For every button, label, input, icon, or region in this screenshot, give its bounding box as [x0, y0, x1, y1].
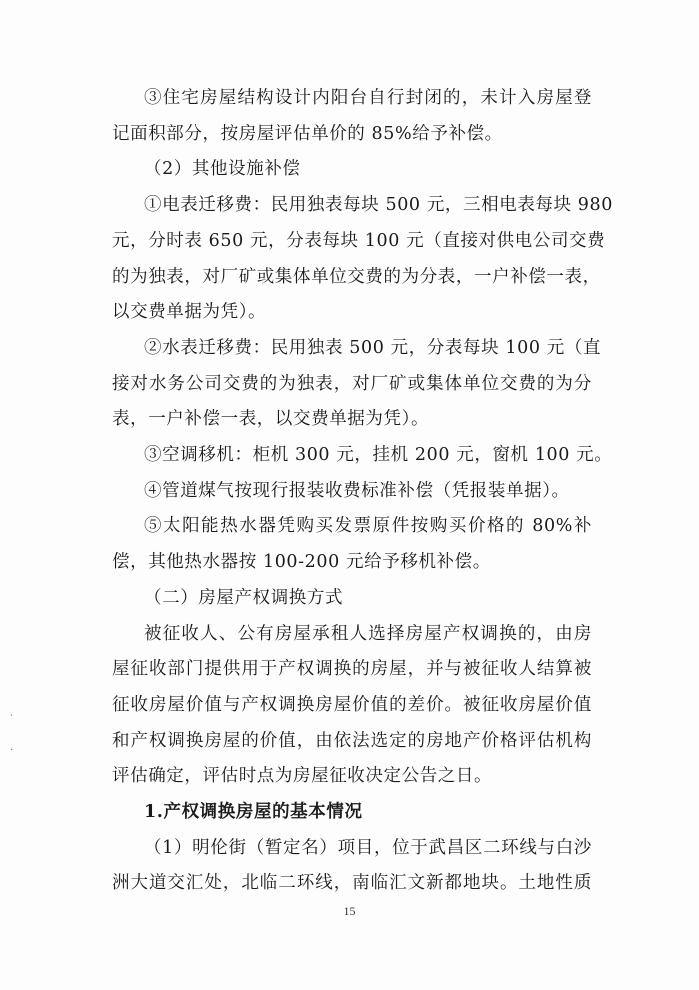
text-line: 屋征收部门提供用于产权调换的房屋，并与被征收人结算被 — [112, 659, 592, 680]
text-line: ①电表迁移费：民用独表每块 500 元，三相电表每块 980 — [144, 195, 613, 216]
text-line: 和产权调换房屋的价值，由依法选定的房地产价格评估机构 — [112, 730, 592, 751]
text-line: 的为独表，对厂矿或集体单位交费的为分表，一户补偿一表， — [112, 266, 601, 287]
text-line: 评估确定，评估时点为房屋征收决定公告之日。 — [112, 766, 493, 787]
text-line: 接对水务公司交费的为独表，对厂矿或集体单位交费的为分 — [112, 373, 592, 394]
text-line: 表，一户补偿一表，以交费单据为凭）。 — [112, 409, 430, 430]
text-line: ④管道煤气按现行报装收费标准补偿（凭报装单据）。 — [144, 480, 570, 501]
text-line: ②水表迁移费：民用独表 500 元，分表每块 100 元（直 — [144, 337, 602, 358]
text-line: （1）明伦街（暂定名）项目，位于武昌区二环线与白沙 — [144, 837, 592, 858]
text-line: ③住宅房屋结构设计内阳台自行封闭的，未计入房屋登 — [144, 88, 592, 108]
scan-mark: · — [10, 744, 14, 755]
page-number: 15 — [343, 904, 356, 918]
scan-mark: ˎ — [10, 706, 14, 717]
text-line: ③空调移机：柜机 300 元，挂机 200 元，窗机 100 元。 — [144, 445, 613, 465]
text-line: 记面积部分，按房屋评估单价的 85%给予补偿。 — [112, 123, 503, 144]
text-line: 洲大道交汇处，北临二环线，南临汇文新都地块。土地性质 — [112, 873, 592, 894]
text-line: 被征收人、公有房屋承租人选择房屋产权调换的，由房 — [144, 623, 592, 644]
text-line: 偿，其他热水器按 100-200 元给予移机补偿。 — [112, 552, 491, 573]
text-line: （二）房屋产权调换方式 — [144, 587, 344, 608]
text-line: 以交费单据为凭）。 — [112, 302, 267, 323]
text-line: （2）其他设施补偿 — [144, 159, 301, 180]
text-line: ⑤太阳能热水器凭购买发票原件按购买价格的 80%补 — [144, 516, 592, 537]
section-heading: 1.产权调换房屋的基本情况 — [144, 802, 363, 822]
text-line: 元，分时表 650 元，分表每块 100 元（直接对供电公司交费 — [112, 230, 606, 251]
text-line: 征收房屋价值与产权调换房屋价值的差价。被征收房屋价值 — [112, 694, 592, 715]
